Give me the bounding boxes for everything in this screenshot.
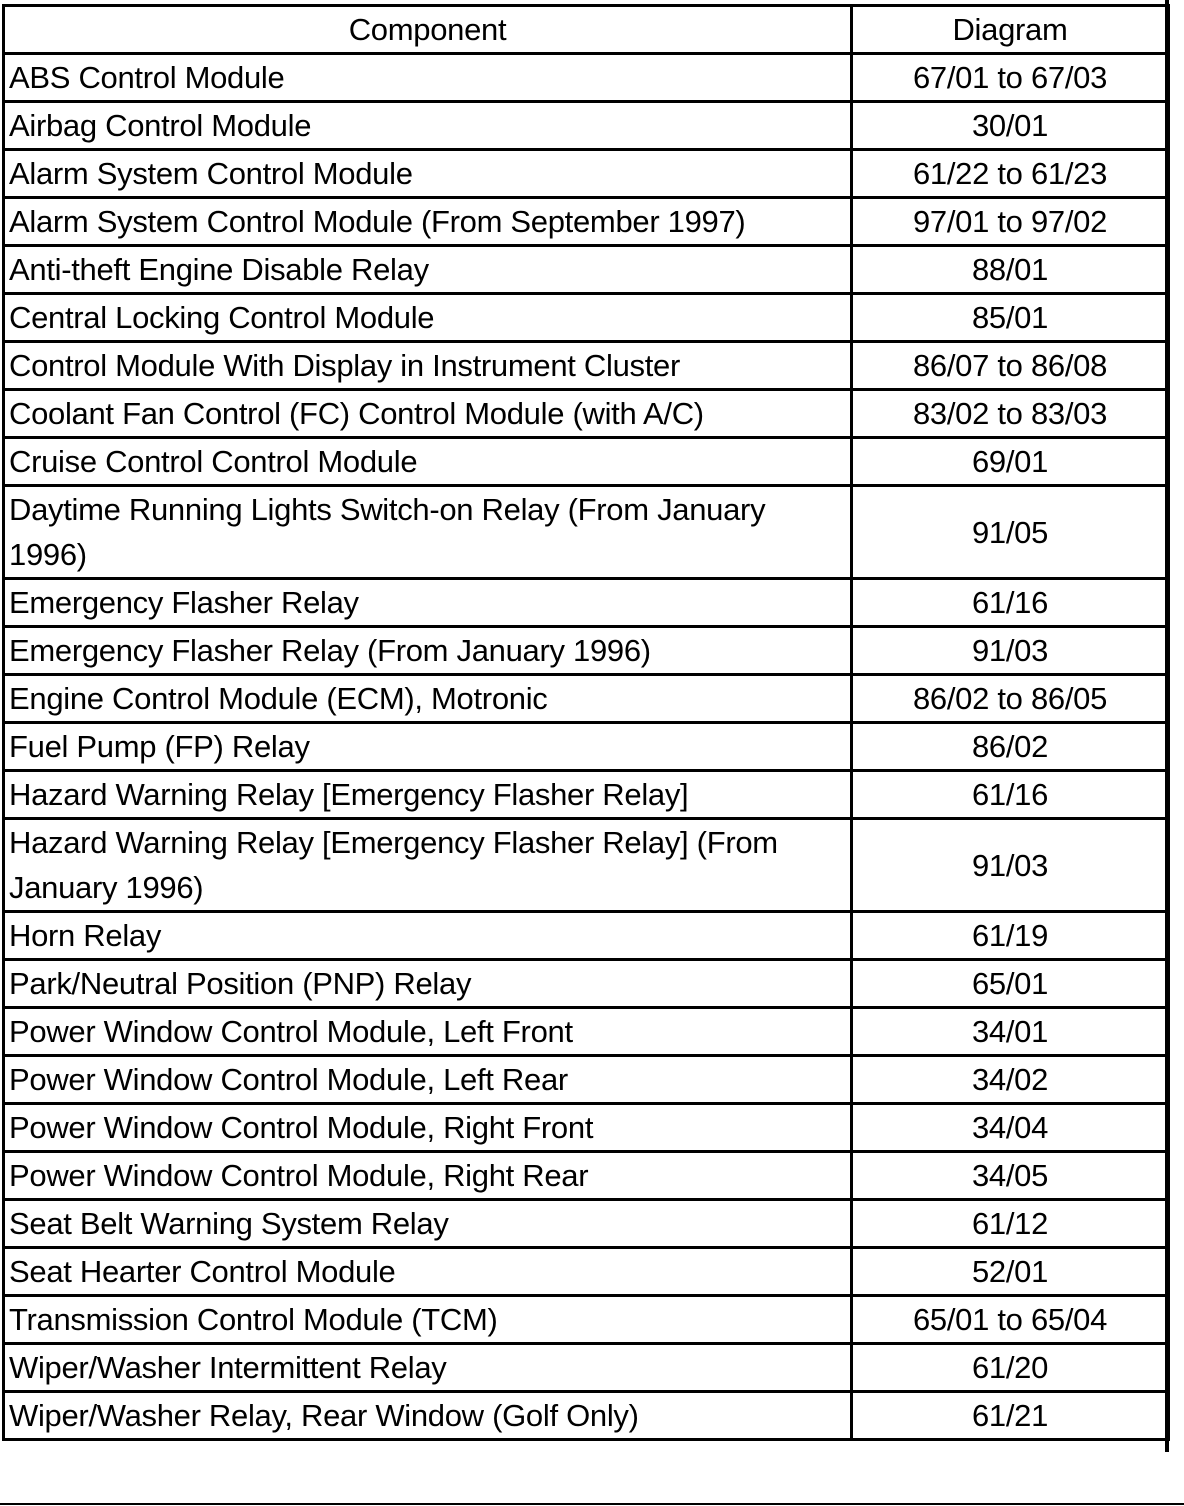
diagram-cell: 34/01 bbox=[852, 1008, 1169, 1056]
table-row bbox=[4, 1104, 1169, 1152]
table-row bbox=[4, 627, 1169, 675]
header-component: Component bbox=[4, 6, 852, 54]
diagram-cell: 85/01 bbox=[852, 294, 1169, 342]
component-cell: Wiper/Washer Intermittent Relay bbox=[4, 1344, 852, 1392]
component-cell: Fuel Pump (FP) Relay bbox=[4, 723, 852, 771]
table-row bbox=[4, 579, 1169, 627]
component-cell: Park/Neutral Position (PNP) Relay bbox=[4, 960, 852, 1008]
diagram-cell: 86/02 to 86/05 bbox=[852, 675, 1169, 723]
component-cell: Airbag Control Module bbox=[4, 102, 852, 150]
component-cell: Cruise Control Control Module bbox=[4, 438, 852, 486]
diagram-cell: 52/01 bbox=[852, 1248, 1169, 1296]
component-cell: Alarm System Control Module (From September 1997) bbox=[4, 198, 852, 246]
table-row bbox=[4, 1296, 1169, 1344]
diagram-cell: 61/16 bbox=[852, 771, 1169, 819]
component-cell: ABS Control Module bbox=[4, 54, 852, 102]
diagram-cell: 61/22 to 61/23 bbox=[852, 150, 1169, 198]
component-cell: Coolant Fan Control (FC) Control Module (with A/C) bbox=[4, 390, 852, 438]
component-cell: Hazard Warning Relay [Emergency Flasher Relay] (From January 1996) bbox=[4, 819, 852, 912]
diagram-cell: 30/01 bbox=[852, 102, 1169, 150]
component-cell: Wiper/Washer Relay, Rear Window (Golf Only) bbox=[4, 1392, 852, 1440]
component-cell: Transmission Control Module (TCM) bbox=[4, 1296, 852, 1344]
table-row bbox=[4, 1008, 1169, 1056]
component-cell: Power Window Control Module, Right Front bbox=[4, 1104, 852, 1152]
table-row bbox=[4, 1152, 1169, 1200]
table-row bbox=[4, 198, 1169, 246]
component-cell: Seat Belt Warning System Relay bbox=[4, 1200, 852, 1248]
right-border-rule bbox=[1165, 0, 1169, 1452]
diagram-cell: 61/21 bbox=[852, 1392, 1169, 1440]
table-row bbox=[4, 1392, 1169, 1440]
table-row bbox=[4, 390, 1169, 438]
component-cell: Daytime Running Lights Switch-on Relay (From January 1996) bbox=[4, 486, 852, 579]
table-row bbox=[4, 246, 1169, 294]
component-cell: Alarm System Control Module bbox=[4, 150, 852, 198]
component-cell: Power Window Control Module, Left Front bbox=[4, 1008, 852, 1056]
table-body bbox=[4, 54, 1169, 1440]
table-row bbox=[4, 960, 1169, 1008]
diagram-cell: 91/05 bbox=[852, 486, 1169, 579]
diagram-cell: 61/20 bbox=[852, 1344, 1169, 1392]
table-row bbox=[4, 1248, 1169, 1296]
component-cell: Engine Control Module (ECM), Motronic bbox=[4, 675, 852, 723]
component-cell: Seat Hearter Control Module bbox=[4, 1248, 852, 1296]
diagram-cell: 88/01 bbox=[852, 246, 1169, 294]
component-cell: Central Locking Control Module bbox=[4, 294, 852, 342]
header-diagram: Diagram bbox=[852, 6, 1169, 54]
component-cell: Emergency Flasher Relay bbox=[4, 579, 852, 627]
table-row bbox=[4, 102, 1169, 150]
table-row bbox=[4, 912, 1169, 960]
component-cell: Anti-theft Engine Disable Relay bbox=[4, 246, 852, 294]
diagram-cell: 91/03 bbox=[852, 819, 1169, 912]
table-row bbox=[4, 342, 1169, 390]
table-row bbox=[4, 771, 1169, 819]
table-row bbox=[4, 1344, 1169, 1392]
diagram-cell: 34/05 bbox=[852, 1152, 1169, 1200]
diagram-cell: 61/12 bbox=[852, 1200, 1169, 1248]
component-cell: Control Module With Display in Instrument Cluster bbox=[4, 342, 852, 390]
table-row bbox=[4, 486, 1169, 579]
component-cell: Hazard Warning Relay [Emergency Flasher Relay] bbox=[4, 771, 852, 819]
diagram-cell: 34/02 bbox=[852, 1056, 1169, 1104]
table-row bbox=[4, 438, 1169, 486]
table-row bbox=[4, 675, 1169, 723]
bottom-divider bbox=[0, 1503, 1184, 1505]
component-cell: Horn Relay bbox=[4, 912, 852, 960]
component-cell: Power Window Control Module, Right Rear bbox=[4, 1152, 852, 1200]
component-diagram-table bbox=[2, 4, 1170, 1441]
diagram-cell: 34/04 bbox=[852, 1104, 1169, 1152]
diagram-cell: 86/07 to 86/08 bbox=[852, 342, 1169, 390]
diagram-cell: 69/01 bbox=[852, 438, 1169, 486]
table-row bbox=[4, 294, 1169, 342]
table-row bbox=[4, 1200, 1169, 1248]
diagram-cell: 61/16 bbox=[852, 579, 1169, 627]
diagram-cell: 65/01 bbox=[852, 960, 1169, 1008]
diagram-cell: 97/01 to 97/02 bbox=[852, 198, 1169, 246]
diagram-cell: 61/19 bbox=[852, 912, 1169, 960]
diagram-cell: 86/02 bbox=[852, 723, 1169, 771]
diagram-cell: 83/02 to 83/03 bbox=[852, 390, 1169, 438]
table-row bbox=[4, 1056, 1169, 1104]
diagram-cell: 91/03 bbox=[852, 627, 1169, 675]
table-header-row bbox=[4, 6, 1169, 54]
component-cell: Emergency Flasher Relay (From January 1996) bbox=[4, 627, 852, 675]
diagram-cell: 67/01 to 67/03 bbox=[852, 54, 1169, 102]
table-row bbox=[4, 819, 1169, 912]
table-row bbox=[4, 150, 1169, 198]
diagram-cell: 65/01 to 65/04 bbox=[852, 1296, 1169, 1344]
table-row bbox=[4, 723, 1169, 771]
component-cell: Power Window Control Module, Left Rear bbox=[4, 1056, 852, 1104]
table-row bbox=[4, 54, 1169, 102]
